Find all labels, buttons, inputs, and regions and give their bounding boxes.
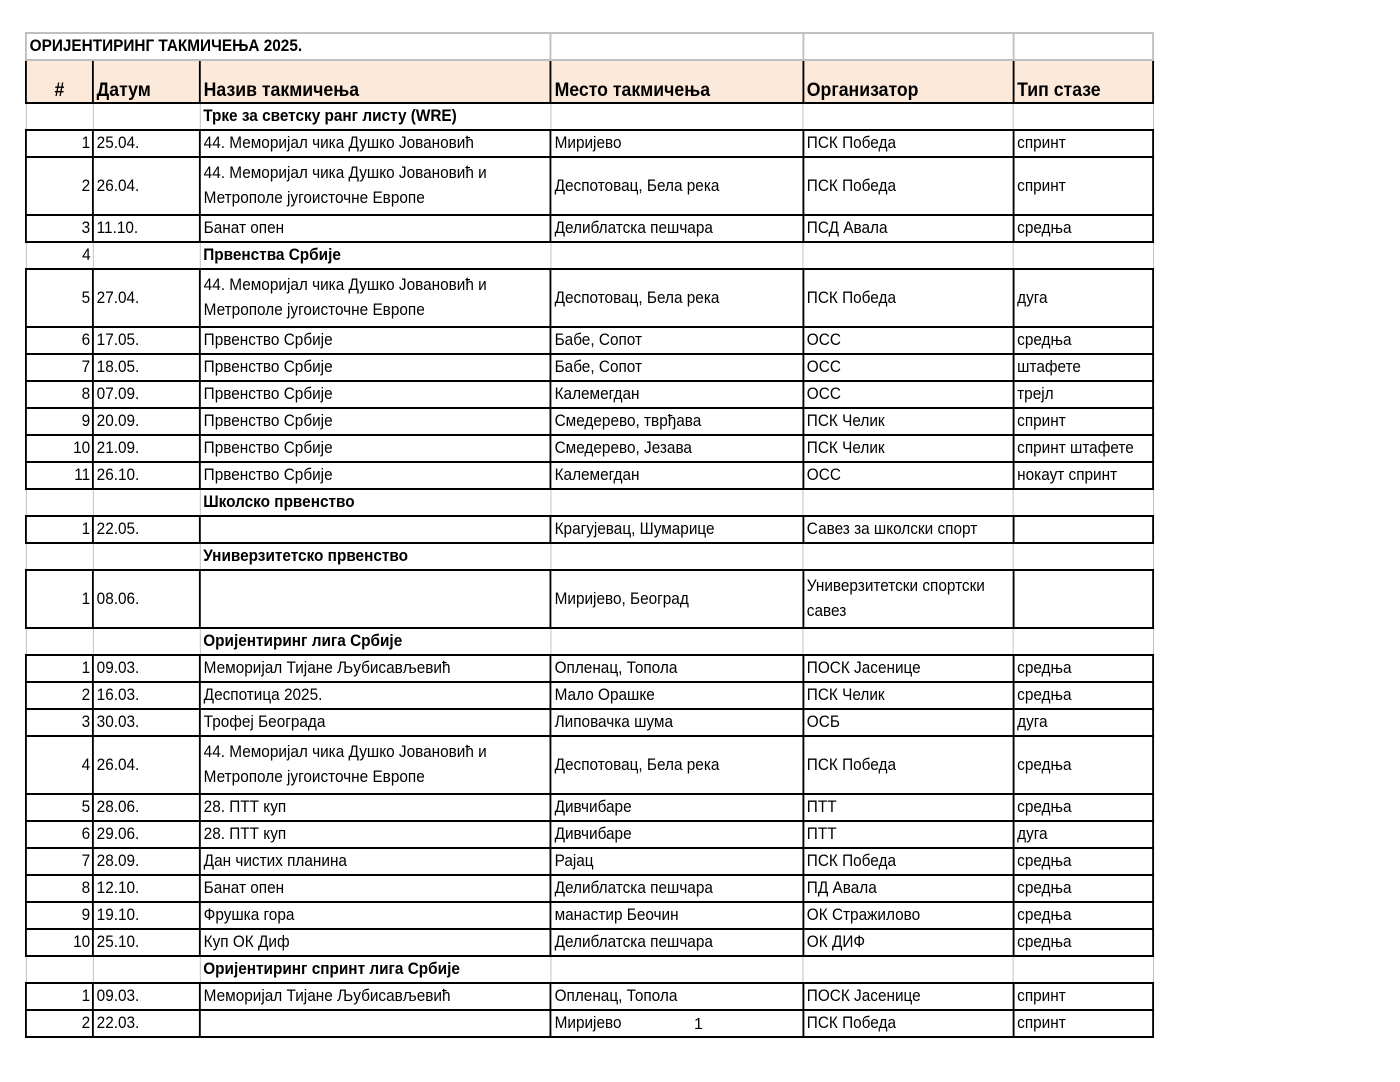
empty-cell bbox=[93, 956, 200, 983]
row-number-cell: 5 bbox=[26, 269, 93, 327]
row-number-cell: 3 bbox=[26, 215, 93, 242]
date-cell: 26.04. bbox=[93, 157, 200, 215]
organizer-cell: ПСК Победа bbox=[803, 130, 1013, 157]
organizer-cell: ОК Стражилово bbox=[803, 902, 1013, 929]
empty-cell bbox=[1013, 543, 1153, 570]
table-row bbox=[26, 462, 1153, 489]
place-cell: Опленац, Топола bbox=[551, 983, 803, 1010]
section-title: Школско првенство bbox=[200, 489, 551, 516]
course-type-cell: средња bbox=[1013, 902, 1153, 929]
competition-name-cell: Банат опен bbox=[200, 875, 551, 902]
section-title: Оријентиринг лига Србије bbox=[200, 628, 551, 655]
column-header-name: Назив такмичења bbox=[200, 60, 551, 103]
empty-cell bbox=[1013, 956, 1153, 983]
section-row bbox=[26, 489, 1153, 516]
section-row bbox=[26, 543, 1153, 570]
row-number-cell bbox=[26, 628, 93, 655]
organizer-cell: Универзитетски спортски савез bbox=[803, 570, 1013, 628]
place-cell: Миријево bbox=[551, 1010, 803, 1037]
empty-cell bbox=[93, 103, 200, 130]
competition-name-cell: Првенство Србије bbox=[200, 435, 551, 462]
place-cell: Делиблатска пешчара bbox=[551, 929, 803, 956]
course-type-cell: средња bbox=[1013, 848, 1153, 875]
organizer-cell: ОСС bbox=[803, 327, 1013, 354]
empty-cell bbox=[93, 489, 200, 516]
table-row bbox=[26, 655, 1153, 682]
course-type-cell: средња bbox=[1013, 929, 1153, 956]
date-cell: 16.03. bbox=[93, 682, 200, 709]
organizer-cell: ПТТ bbox=[803, 794, 1013, 821]
organizer-cell: ОСС bbox=[803, 381, 1013, 408]
section-row bbox=[26, 103, 1153, 130]
place-cell: Делиблатска пешчара bbox=[551, 875, 803, 902]
place-cell: Крагујевац, Шумарице bbox=[551, 516, 803, 543]
row-number-cell: 6 bbox=[26, 821, 93, 848]
competition-name-cell: Деспотица 2025. bbox=[200, 682, 551, 709]
course-type-cell: дуга bbox=[1013, 709, 1153, 736]
date-cell: 17.05. bbox=[93, 327, 200, 354]
competition-name-cell: Првенство Србије bbox=[200, 462, 551, 489]
place-cell: Бабе, Сопот bbox=[551, 354, 803, 381]
place-cell: Смедерево, Језава bbox=[551, 435, 803, 462]
competition-name-cell: Првенство Србије bbox=[200, 381, 551, 408]
date-cell: 11.10. bbox=[93, 215, 200, 242]
table-row bbox=[26, 408, 1153, 435]
row-number-cell: 4 bbox=[26, 242, 93, 269]
row-number-cell: 5 bbox=[26, 794, 93, 821]
row-number-cell: 11 bbox=[26, 462, 93, 489]
competition-name-cell: Дан чистих планина bbox=[200, 848, 551, 875]
date-cell: 12.10. bbox=[93, 875, 200, 902]
column-header-organizer: Организатор bbox=[803, 60, 1013, 103]
empty-cell bbox=[93, 242, 200, 269]
place-cell: Дивчибаре bbox=[551, 821, 803, 848]
date-cell: 20.09. bbox=[93, 408, 200, 435]
place-cell: Рајац bbox=[551, 848, 803, 875]
column-header-date: Датум bbox=[93, 60, 200, 103]
column-header-place: Место такмичења bbox=[551, 60, 803, 103]
table-row bbox=[26, 736, 1153, 794]
section-title: Оријентиринг спринт лига Србије bbox=[200, 956, 551, 983]
row-number-cell bbox=[26, 103, 93, 130]
empty-cell bbox=[803, 628, 1013, 655]
section-title: Првенства Србије bbox=[200, 242, 551, 269]
row-number-cell: 2 bbox=[26, 157, 93, 215]
table-row bbox=[26, 215, 1153, 242]
course-type-cell: трејл bbox=[1013, 381, 1153, 408]
table-row bbox=[26, 354, 1153, 381]
competition-name-cell: 44. Меморијал чика Душко Јовановић и Метрополе југоисточне Европе bbox=[200, 269, 551, 327]
date-cell: 19.10. bbox=[93, 902, 200, 929]
place-cell: Мало Орашке bbox=[551, 682, 803, 709]
course-type-cell: штафете bbox=[1013, 354, 1153, 381]
row-number-cell: 1 bbox=[26, 655, 93, 682]
empty-cell bbox=[1013, 242, 1153, 269]
sheet-title: ОРИЈЕНТИРИНГ ТАКМИЧЕЊА 2025. bbox=[26, 33, 551, 60]
page-number: 1 bbox=[694, 1016, 703, 1033]
competitions-table bbox=[25, 32, 1154, 1038]
course-type-cell: средња bbox=[1013, 682, 1153, 709]
place-cell: Калемегдан bbox=[551, 462, 803, 489]
organizer-cell: ОСС bbox=[803, 462, 1013, 489]
place-cell: Смедерево, тврђава bbox=[551, 408, 803, 435]
title-row bbox=[26, 33, 1153, 60]
competition-name-cell bbox=[200, 516, 551, 543]
row-number-cell: 9 bbox=[26, 902, 93, 929]
empty-cell bbox=[551, 103, 803, 130]
date-cell: 18.05. bbox=[93, 354, 200, 381]
row-number-cell: 8 bbox=[26, 875, 93, 902]
empty-cell bbox=[551, 242, 803, 269]
table-row bbox=[26, 570, 1153, 628]
course-type-cell: средња bbox=[1013, 875, 1153, 902]
date-cell: 27.04. bbox=[93, 269, 200, 327]
empty-cell bbox=[93, 628, 200, 655]
date-cell: 25.04. bbox=[93, 130, 200, 157]
date-cell: 28.09. bbox=[93, 848, 200, 875]
table-row bbox=[26, 381, 1153, 408]
course-type-cell: дуга bbox=[1013, 269, 1153, 327]
place-cell: Бабе, Сопот bbox=[551, 327, 803, 354]
date-cell: 28.06. bbox=[93, 794, 200, 821]
organizer-cell: ПД Авала bbox=[803, 875, 1013, 902]
place-cell: Делиблатска пешчара bbox=[551, 215, 803, 242]
row-number-cell: 7 bbox=[26, 354, 93, 381]
date-cell: 26.10. bbox=[93, 462, 200, 489]
section-row bbox=[26, 242, 1153, 269]
date-cell: 22.05. bbox=[93, 516, 200, 543]
organizer-cell: ПСК Челик bbox=[803, 408, 1013, 435]
empty-cell bbox=[803, 956, 1013, 983]
organizer-cell: ПТТ bbox=[803, 821, 1013, 848]
table-row bbox=[26, 902, 1153, 929]
table-row bbox=[26, 269, 1153, 327]
empty-cell bbox=[803, 543, 1013, 570]
course-type-cell: средња bbox=[1013, 794, 1153, 821]
table-row bbox=[26, 327, 1153, 354]
organizer-cell: ПСД Авала bbox=[803, 215, 1013, 242]
competition-name-cell: Фрушка гора bbox=[200, 902, 551, 929]
row-number-cell: 2 bbox=[26, 1010, 93, 1037]
course-type-cell: спринт штафете bbox=[1013, 435, 1153, 462]
organizer-cell: ПОСК Јасенице bbox=[803, 655, 1013, 682]
column-header-number: # bbox=[26, 60, 93, 103]
table-row bbox=[26, 516, 1153, 543]
table-row bbox=[26, 821, 1153, 848]
organizer-cell: ПСК Победа bbox=[803, 736, 1013, 794]
competition-name-cell bbox=[200, 570, 551, 628]
competition-name-cell: Првенство Србије bbox=[200, 327, 551, 354]
date-cell: 25.10. bbox=[93, 929, 200, 956]
course-type-cell: средња bbox=[1013, 655, 1153, 682]
row-number-cell: 4 bbox=[26, 736, 93, 794]
empty-cell bbox=[551, 33, 803, 60]
place-cell: Миријево bbox=[551, 130, 803, 157]
section-row bbox=[26, 956, 1153, 983]
date-cell: 26.04. bbox=[93, 736, 200, 794]
empty-cell bbox=[1013, 103, 1153, 130]
table-row bbox=[26, 130, 1153, 157]
organizer-cell: ПСК Победа bbox=[803, 848, 1013, 875]
row-number-cell: 8 bbox=[26, 381, 93, 408]
table-row bbox=[26, 794, 1153, 821]
course-type-cell: спринт bbox=[1013, 157, 1153, 215]
empty-cell bbox=[551, 628, 803, 655]
table-row bbox=[26, 435, 1153, 462]
row-number-cell: 3 bbox=[26, 709, 93, 736]
organizer-cell: Савез за школски спорт bbox=[803, 516, 1013, 543]
place-cell: Опленац, Топола bbox=[551, 655, 803, 682]
empty-cell bbox=[551, 543, 803, 570]
course-type-cell bbox=[1013, 516, 1153, 543]
row-number-cell: 9 bbox=[26, 408, 93, 435]
empty-cell bbox=[93, 543, 200, 570]
place-cell: Дивчибаре bbox=[551, 794, 803, 821]
place-cell: Деспотовац, Бела река bbox=[551, 736, 803, 794]
organizer-cell: ОК ДИФ bbox=[803, 929, 1013, 956]
empty-cell bbox=[803, 489, 1013, 516]
organizer-cell: ПСК Победа bbox=[803, 1010, 1013, 1037]
competition-name-cell: 44. Меморијал чика Душко Јовановић bbox=[200, 130, 551, 157]
row-number-cell: 10 bbox=[26, 929, 93, 956]
empty-cell bbox=[803, 33, 1013, 60]
table-row bbox=[26, 929, 1153, 956]
empty-cell bbox=[1013, 628, 1153, 655]
competition-name-cell bbox=[200, 1010, 551, 1037]
row-number-cell: 2 bbox=[26, 682, 93, 709]
empty-cell bbox=[1013, 489, 1153, 516]
date-cell: 22.03. bbox=[93, 1010, 200, 1037]
row-number-cell: 6 bbox=[26, 327, 93, 354]
competition-name-cell: 28. ПТТ куп bbox=[200, 794, 551, 821]
place-cell: Липовачка шума bbox=[551, 709, 803, 736]
competition-name-cell: Меморијал Тијане Љубисављевић bbox=[200, 655, 551, 682]
organizer-cell: ПСК Челик bbox=[803, 682, 1013, 709]
course-type-cell: средња bbox=[1013, 215, 1153, 242]
empty-cell bbox=[551, 489, 803, 516]
row-number-cell: 1 bbox=[26, 983, 93, 1010]
section-title: Универзитетско првенство bbox=[200, 543, 551, 570]
competition-name-cell: Меморијал Тијане Љубисављевић bbox=[200, 983, 551, 1010]
place-cell: Калемегдан bbox=[551, 381, 803, 408]
column-header-course-type: Тип стазе bbox=[1013, 60, 1153, 103]
competition-name-cell: 28. ПТТ куп bbox=[200, 821, 551, 848]
date-cell: 29.06. bbox=[93, 821, 200, 848]
table-row bbox=[26, 709, 1153, 736]
course-type-cell: средња bbox=[1013, 327, 1153, 354]
organizer-cell: ПОСК Јасенице bbox=[803, 983, 1013, 1010]
row-number-cell bbox=[26, 489, 93, 516]
organizer-cell: ПСК Победа bbox=[803, 269, 1013, 327]
place-cell: Миријево, Београд bbox=[551, 570, 803, 628]
organizer-cell: ОСС bbox=[803, 354, 1013, 381]
row-number-cell: 10 bbox=[26, 435, 93, 462]
place-cell: Деспотовац, Бела река bbox=[551, 157, 803, 215]
date-cell: 09.03. bbox=[93, 983, 200, 1010]
competition-name-cell: Куп ОК Диф bbox=[200, 929, 551, 956]
date-cell: 30.03. bbox=[93, 709, 200, 736]
table-row bbox=[26, 875, 1153, 902]
course-type-cell: нокаут спринт bbox=[1013, 462, 1153, 489]
competition-name-cell: Банат опен bbox=[200, 215, 551, 242]
date-cell: 21.09. bbox=[93, 435, 200, 462]
row-number-cell: 1 bbox=[26, 570, 93, 628]
place-cell: манастир Беочин bbox=[551, 902, 803, 929]
competition-name-cell: Првенство Србије bbox=[200, 354, 551, 381]
row-number-cell: 1 bbox=[26, 516, 93, 543]
table-row bbox=[26, 983, 1153, 1010]
date-cell: 08.06. bbox=[93, 570, 200, 628]
section-row bbox=[26, 628, 1153, 655]
competition-name-cell: 44. Меморијал чика Душко Јовановић и Метрополе југоисточне Европе bbox=[200, 736, 551, 794]
empty-cell bbox=[1013, 33, 1153, 60]
row-number-cell bbox=[26, 956, 93, 983]
course-type-cell: спринт bbox=[1013, 1010, 1153, 1037]
organizer-cell: ОСБ bbox=[803, 709, 1013, 736]
competition-name-cell: Трофеј Београда bbox=[200, 709, 551, 736]
date-cell: 09.03. bbox=[93, 655, 200, 682]
organizer-cell: ПСК Победа bbox=[803, 157, 1013, 215]
table-row bbox=[26, 848, 1153, 875]
row-number-cell bbox=[26, 543, 93, 570]
table-body bbox=[26, 33, 1153, 1037]
empty-cell bbox=[803, 242, 1013, 269]
competition-name-cell: Првенство Србије bbox=[200, 408, 551, 435]
row-number-cell: 1 bbox=[26, 130, 93, 157]
empty-cell bbox=[551, 956, 803, 983]
course-type-cell bbox=[1013, 570, 1153, 628]
place-cell: Деспотовац, Бела река bbox=[551, 269, 803, 327]
table-row bbox=[26, 1010, 1153, 1037]
table-row bbox=[26, 157, 1153, 215]
row-number-cell: 7 bbox=[26, 848, 93, 875]
competition-name-cell: 44. Меморијал чика Душко Јовановић и Метрополе југоисточне Европе bbox=[200, 157, 551, 215]
course-type-cell: спринт bbox=[1013, 130, 1153, 157]
course-type-cell: средња bbox=[1013, 736, 1153, 794]
section-title: Трке за светску ранг листу (WRE) bbox=[200, 103, 551, 130]
course-type-cell: спринт bbox=[1013, 408, 1153, 435]
empty-cell bbox=[803, 103, 1013, 130]
header-row bbox=[26, 60, 1153, 103]
organizer-cell: ПСК Челик bbox=[803, 435, 1013, 462]
table-row bbox=[26, 682, 1153, 709]
date-cell: 07.09. bbox=[93, 381, 200, 408]
course-type-cell: дуга bbox=[1013, 821, 1153, 848]
course-type-cell: спринт bbox=[1013, 983, 1153, 1010]
